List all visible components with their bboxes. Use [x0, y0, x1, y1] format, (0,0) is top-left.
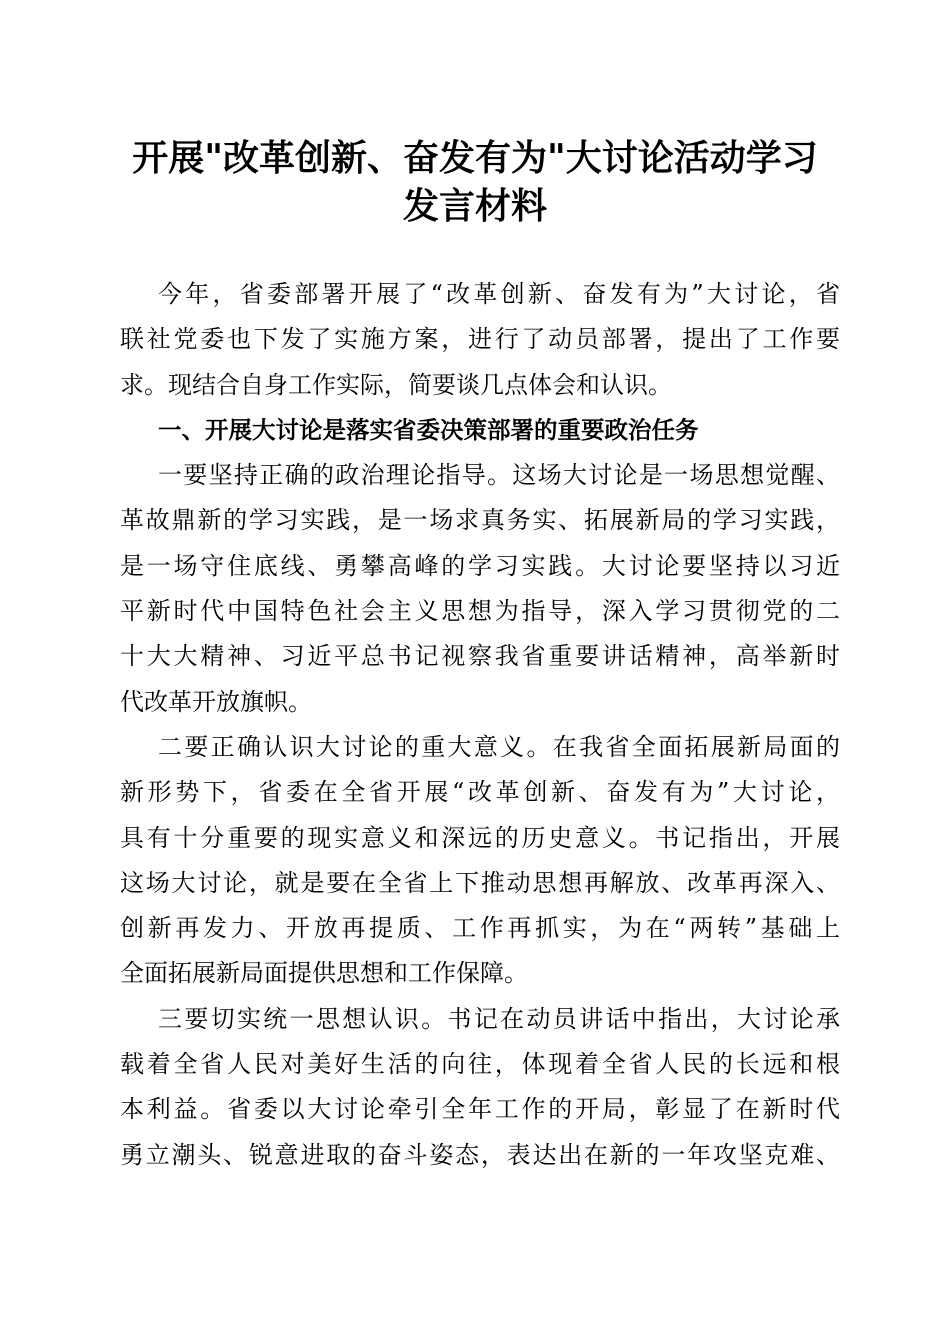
text-line: 具有十分重要的现实意义和深远的历史意义。书记指出，开展: [120, 823, 840, 852]
title-line: 发言材料: [402, 185, 547, 227]
title-line: 开展"改革创新、奋发有为"大讨论活动学习: [132, 137, 818, 179]
text-line: 全面拓展新局面提供思想和工作保障。: [120, 959, 528, 988]
text-line: 十大大精神、习近平总书记视察我省重要讲话精神，高举新时: [120, 642, 840, 671]
paragraph-3: [120, 997, 840, 1178]
intro-paragraph: [120, 272, 840, 408]
text-line: 本利益。省委以大讨论牵引全年工作的开局，彰显了在新时代: [120, 1095, 840, 1124]
paragraph-2: [120, 725, 840, 997]
text-line: 这场大讨论，就是要在全省上下推动思想再解放、改革再深入、: [120, 868, 840, 897]
text-line: 新形势下，省委在全省开展“改革创新、奋发有为”大讨论，: [120, 778, 840, 807]
paragraph-1: [120, 453, 840, 725]
text-line: 二要正确认识大讨论的重大意义。在我省全面拓展新局面的: [158, 732, 840, 761]
text-line: 革故鼎新的学习实践，是一场求真务实、拓展新局的学习实践，: [120, 506, 840, 535]
text-line: 创新再发力、开放再提质、工作再抓实，为在“两转”基础上: [120, 914, 840, 943]
text-line: 一要坚持正确的政治理论指导。这场大讨论是一场思想觉醒、: [158, 461, 840, 490]
document-body: [120, 272, 840, 1178]
text-line: 联社党委也下发了实施方案，进行了动员部署，提出了工作要: [120, 325, 840, 354]
text-line: 平新时代中国特色社会主义思想为指导，深入学习贯彻党的二: [120, 597, 840, 626]
text-line: 是一场守住底线、勇攀高峰的学习实践。大讨论要坚持以习近: [120, 551, 840, 580]
text-line: 勇立潮头、锐意进取的奋斗姿态，表达出在新的一年攻坚克难、: [120, 1140, 840, 1169]
text-line: 三要切实统一思想认识。书记在动员讲话中指出，大讨论承: [158, 1004, 840, 1033]
text-line: 载着全省人民对美好生活的向往，体现着全省人民的长远和根: [120, 1050, 840, 1079]
text-line: 求。现结合自身工作实际，简要谈几点体会和认识。: [120, 370, 672, 399]
text-line: 代改革开放旗帜。: [120, 687, 312, 716]
document-title: [80, 134, 870, 230]
section-heading: 一、开展大讨论是落实省委决策部署的重要政治任务: [158, 415, 699, 444]
text-line: 今年，省委部署开展了“改革创新、奋发有为”大讨论，省: [158, 280, 840, 308]
